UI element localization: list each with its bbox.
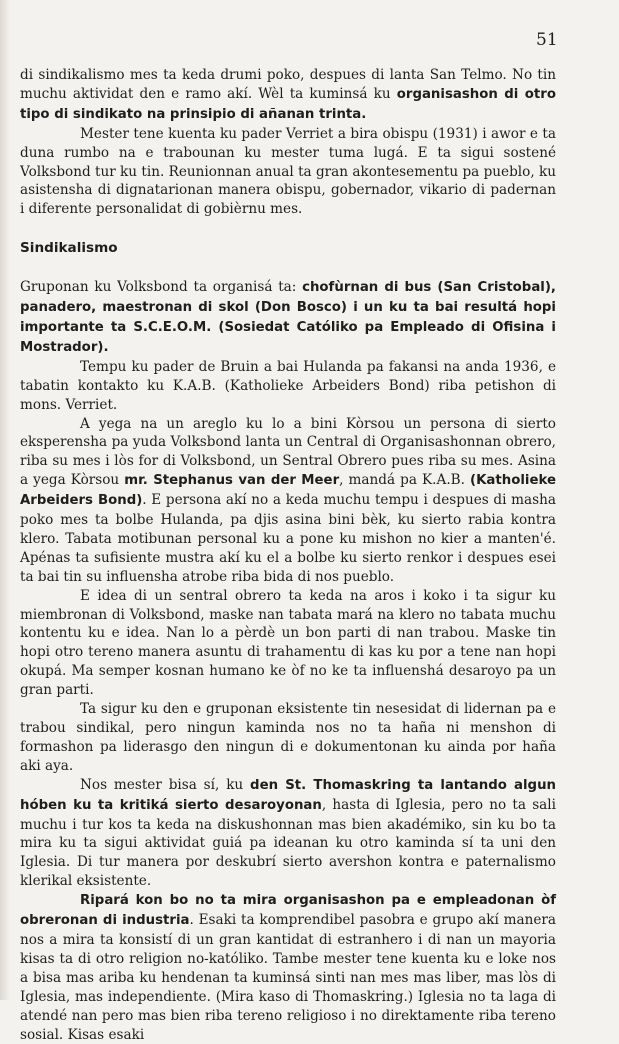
paragraph-4: Tempu ku pader de Bruin a bai Hulanda pa fakansi na anda 1936, e tabatin kontakto ku K.A.B. (Katholieke Arbeiders Bond) riba petishon di mons. Verriet. xyxy=(20,358,556,413)
paragraph-3-bold: chofùrnan di bus (San Cristobal), panadero, maestronan di skol (Don Bosco) i un ku ta bai resultá hopi importante ta S.C.E.O.M. (Sosiedat Católiko pa Empleado di Ofisina i Mostrador). xyxy=(20,280,556,355)
paragraph-1 xyxy=(20,66,556,125)
paragraph-8-text-2: , hasta di Iglesia, pero no ta sali muchu i tur kos ta keda na diskushonnan mas bien akadémiko, sin ku bo ta mira ku ta sigui aktividat guiá pa ideanan ku otro kaminda sí ta uni den Iglesia. Di tur manera por deskubrí sierto avershon kontra e paternalismo klerikal eksistente. xyxy=(20,796,556,890)
paragraph-9 xyxy=(20,891,556,1044)
paragraph-5-bold-1: mr. Stephanus van der Meer xyxy=(124,473,340,489)
paragraph-3 xyxy=(20,278,556,358)
paragraph-3-text: Gruponan ku Volksbond ta organisá ta: xyxy=(20,279,303,296)
binding-shadow xyxy=(0,0,10,1000)
paragraph-5-text-3: . E persona akí no a keda muchu tempu i despues di masha poko mes ta bolbe Hulanda, pa djis asina bini bèk, ku sierto rabia kontra klero. Tabata motibunan personal ku a pone ku mishon no kier a manten'é. Apénas ta sufisiente mustra akí ku el a bolbe ku sierto renkor i despues esei ta bai tin su influensha atrobe riba bida di nos pueblo. xyxy=(20,492,557,585)
paragraph-2: Mester tene kuenta ku pader Verriet a bira obispu (1931) i awor e ta duna rumbo na e trabounan ku mester tuma lugá. E ta sigui sostené Volksbond tur ku tin. Reunionnan anual ta gran akontesementu pa pueblo, ku asistensha di dignatarionan manera obispu, gobernador, vikario di padernan i diferente personalidat di gobièrnu mes. xyxy=(20,125,556,218)
paragraph-1-bold: organisashon di otro tipo di sindikato na prinsipio di añanan trinta. xyxy=(20,86,556,122)
section-heading: Sindikalismo xyxy=(20,240,118,257)
paragraph-5-bold-2: (Katholieke Arbeiders Bond) xyxy=(20,473,556,509)
paragraph-7: Ta sigur ku den e gruponan eksistente tin nesesidat di lidernan pa e trabou sindikal, pero ningun kaminda nos no ta haña ni menshon di formashon pa liderasgo den ningun di e dokumentonan ku ainda por haña aki aya. xyxy=(20,701,556,774)
paragraph-5-text-1: A yega na un areglo ku lo a bini Kòrsou un persona di sierto eksperensha pa yuda Volksbond lanta un Central di Organisashonnan obrero, riba su mes i lòs for di Volksbond, un Sentral Obrero pues riba su mes. Asina a yega Kòrsou xyxy=(20,415,556,489)
page-body xyxy=(20,66,556,1044)
paragraph-8-text-1: Nos mester bisa sí, ku xyxy=(80,776,251,793)
paragraph-5 xyxy=(20,415,556,587)
paragraph-1-text: di sindikalismo mes ta keda drumi poko, despues di lanta San Telmo. No tin muchu aktividat den e ramo akí. Wèl ta kuminsá ku xyxy=(20,67,556,102)
paragraph-6: E idea di un sentral obrero ta keda na aros i koko i ta sigur ku miembronan di Volksbond, maske nan tabata mará na klero no tabata muchu kontentu ku e idea. Nan lo a pèrdè un bon parti di nan trabou. Maske tin hopi otro tereno manera asuntu di trahamentu di kas ku por a tene nan hopi okupá. Ma semper kosnan humano ke òf no ke ta influenshá desaroyo pa un gran parti. xyxy=(20,587,556,699)
page-number: 51 xyxy=(536,30,558,50)
paragraph-5-text-2: , mandá pa K.A.B. xyxy=(339,472,471,489)
paragraph-9-bold: Ripará kon bo no ta mira organisashon pa e empleadonan òf obreronan di industria xyxy=(20,893,556,929)
paragraph-9-text: . Esaki ta komprendibel pasobra e grupo akí manera nos a mira ta konsistí di un gran kantidat di estranhero i di nan un mayoria kisas ta di otro religion no-katóliko. Tambe mester tene kuenta ku e loke nos a bisa mas ariba ku hendenan ta kuminsá sinti nan mes mas liber, mas lòs di Iglesia, mas independiente. (Mira kaso di Thomaskring.) Iglesia no ta laga di atendé nan pero mas bien riba tereno religioso i no direktamente riba tereno sosial. Kisas esaki xyxy=(20,912,557,1043)
paragraph-8-bold: den St. Thomaskring ta lantando algun hóben ku ta kritiká sierto desaroyonan xyxy=(20,777,556,813)
paragraph-8 xyxy=(20,776,556,891)
